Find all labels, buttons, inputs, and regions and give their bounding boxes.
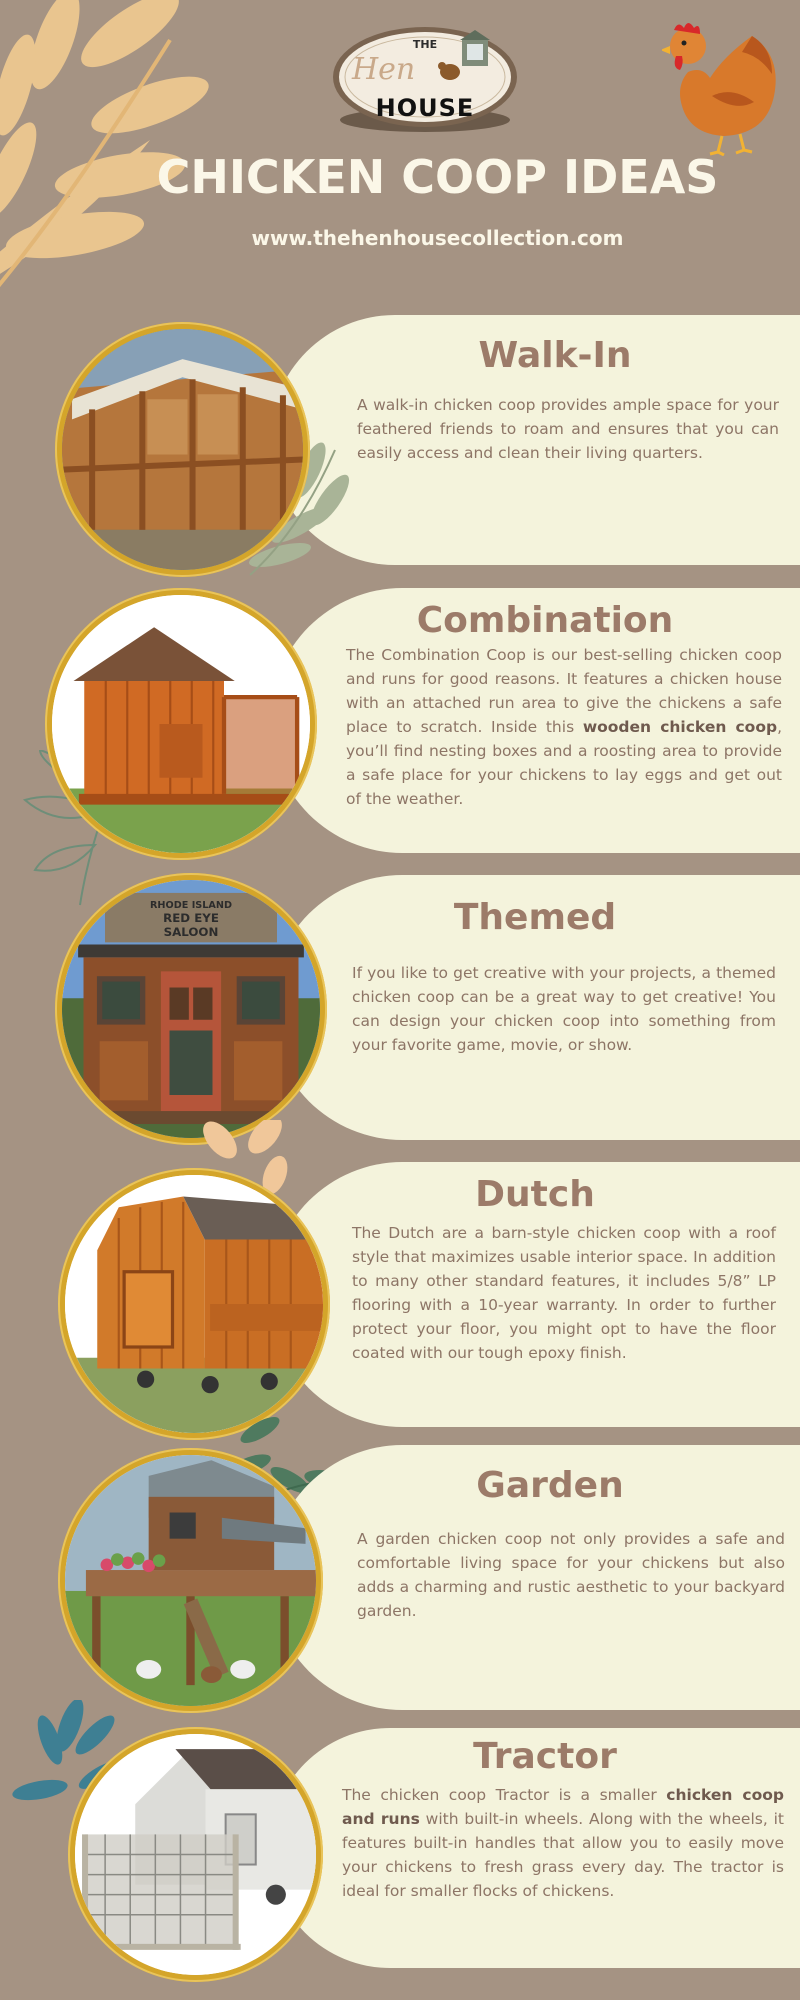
section-text-part: , you’ll find nesting boxes and a roosting area to provide a safe place for your chickens to lay eggs and get out of the weather. <box>346 718 783 808</box>
themed-coop-image <box>62 880 320 1138</box>
section-title: Tractor <box>473 1736 617 1777</box>
sign-text-line3: SALOON <box>163 924 219 939</box>
section-text-part: A walk-in chicken coop provides ample space for your feathered friends to roam and ensures that you can easily access and clean their living quarters. <box>357 396 779 462</box>
section-text-part: The Dutch are a barn-style chicken coop with a roof style that maximizes usable interior space. In addition to many other standard features, it includes 5/8” LP flooring with a 10-year warranty. In order to further protect your floor, you might opt to have the floor coated with our tough epoxy finish. <box>352 1224 776 1362</box>
section-text-part: The Combination Coop is our best-selling chicken coop and runs for good reasons. It features a chicken house with an attached run area to give the chickens a safe place to scratch. Inside this <box>346 646 782 736</box>
photo-themed <box>55 873 327 1145</box>
section-text-part: The chicken coop Tractor is a smaller <box>342 1786 667 1804</box>
dutch-coop-image <box>65 1175 323 1433</box>
section-text <box>352 1221 776 1365</box>
card-combination <box>270 588 800 853</box>
tractor-coop-image <box>75 1734 316 1975</box>
combination-coop-image <box>52 595 310 853</box>
card-themed <box>270 875 800 1140</box>
logo-house-text: HOUSE <box>375 94 475 122</box>
section-text-bold: chicken coop and runs <box>342 1786 785 1828</box>
card-dutch <box>270 1162 800 1427</box>
walk-in-coop-image <box>62 329 303 570</box>
section-title: Combination <box>416 600 674 641</box>
garden-coop-image <box>65 1455 316 1706</box>
card-garden <box>270 1445 800 1710</box>
photo-garden <box>58 1448 323 1713</box>
section-text-part: A garden chicken coop not only provides a safe and comfortable living space for your chickens but also adds a charming and rustic aesthetic to your backyard garden. <box>357 1530 785 1620</box>
logo-the-text: THE <box>412 38 438 51</box>
section-text <box>346 643 782 811</box>
brand-logo[interactable] <box>330 20 520 135</box>
photo-combination <box>45 588 317 860</box>
logo-hen-text: Hen <box>352 52 416 87</box>
section-text-bold: wooden chicken coop <box>582 718 778 736</box>
section-text <box>357 393 779 465</box>
hen-icon <box>662 16 782 156</box>
section-title: Themed <box>453 897 617 938</box>
page-title: CHICKEN COOP IDEAS <box>156 150 719 204</box>
section-text <box>342 1783 784 1903</box>
photo-tractor <box>68 1727 323 1982</box>
section-text <box>352 961 776 1057</box>
site-url-link[interactable]: www.thehenhousecollection.com <box>251 226 624 250</box>
card-tractor <box>270 1728 800 1968</box>
photo-dutch <box>58 1168 330 1440</box>
section-text-part: with built-in wheels. Along with the wheels, it features built-in handles that allow you to easily move your chickens to fresh grass every day. The tractor is ideal for smaller flocks of chickens. <box>342 1810 784 1900</box>
sign-text-line1: RHODE ISLAND <box>150 899 232 911</box>
section-text-part: If you like to get creative with your projects, a themed chicken coop can be a great way to get creative! You can design your chicken coop into something from your favorite game, movie, or show. <box>352 964 776 1054</box>
section-text <box>357 1527 785 1623</box>
photo-walk-in <box>55 322 310 577</box>
sign-text-line2: RED EYE <box>163 910 219 925</box>
section-title: Dutch <box>475 1174 595 1215</box>
section-title: Walk-In <box>478 335 632 376</box>
section-title: Garden <box>476 1465 624 1506</box>
